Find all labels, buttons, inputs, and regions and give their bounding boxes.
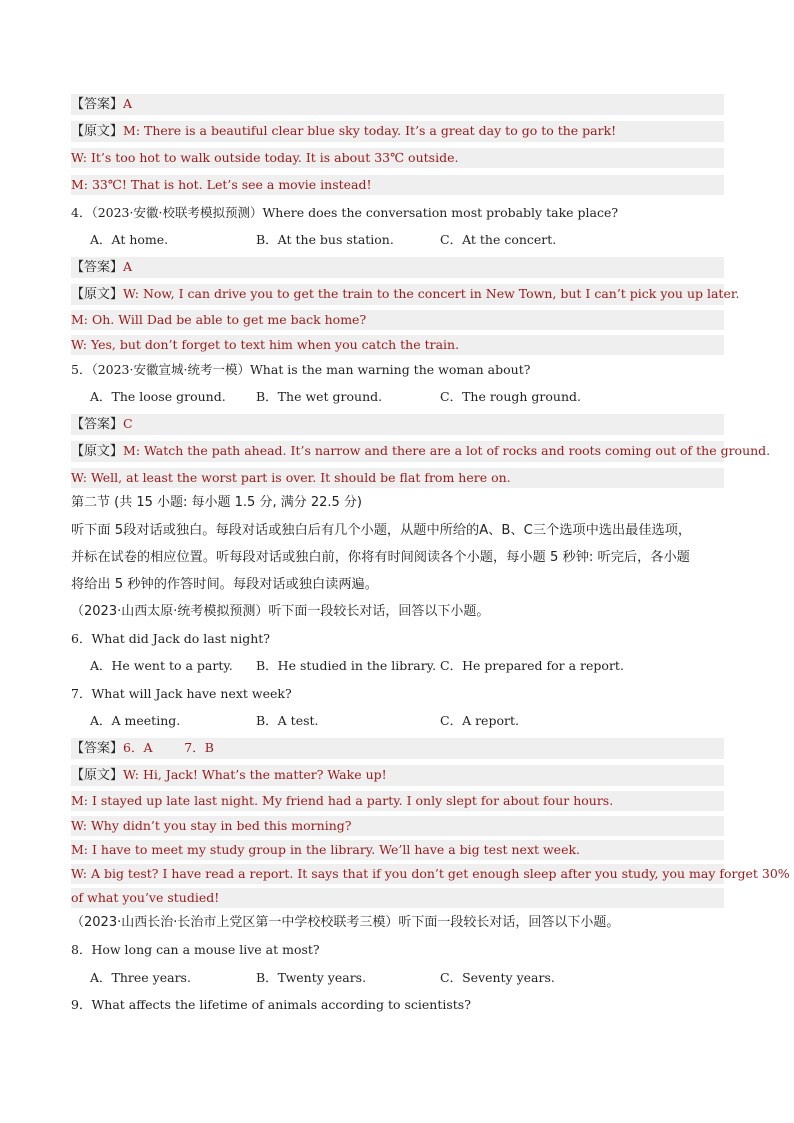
option-c: C．At the concert. bbox=[440, 232, 557, 247]
options-7 bbox=[90, 711, 720, 731]
option-b: B．A test. bbox=[256, 713, 319, 728]
options-8 bbox=[90, 968, 720, 988]
transcript-text: M: Watch the path ahead. It’s narrow and there are a lot of rocks and roots coming out of the ground. bbox=[123, 443, 771, 458]
answer-value: A bbox=[123, 96, 133, 111]
answer-value: 6．A 7．B bbox=[123, 740, 214, 755]
options-5 bbox=[90, 387, 720, 407]
transcript-line: W: A big test? I have read a report. It says that if you don’t get enough sleep after you study, you may forget 30% bbox=[71, 864, 724, 884]
original-tag: 【原文】 bbox=[71, 124, 124, 139]
question-9: 9．What affects the lifetime of animals according to scientists? bbox=[71, 997, 471, 1012]
transcript-line: M: I stayed up late last night. My friend had a party. I only slept for about four hours. bbox=[71, 791, 724, 811]
answer-line bbox=[71, 414, 724, 435]
question-4: 4．（2023·安徽·校联考模拟预测）Where does the conversation most probably take place? bbox=[71, 205, 619, 220]
option-c: C．A report. bbox=[440, 713, 519, 728]
option-a: A．At home. bbox=[90, 232, 169, 247]
transcript-line: of what you’ve studied! bbox=[71, 888, 724, 908]
option-b: B．The wet ground. bbox=[256, 389, 383, 404]
options-6 bbox=[90, 656, 720, 676]
answer-tag: 【答案】 bbox=[71, 260, 124, 275]
transcript-line: M: I have to meet my study group in the library. We’ll have a big test next week. bbox=[71, 840, 724, 860]
transcript-text: M: There is a beautiful clear blue sky today. It’s a great day to go to the park! bbox=[123, 123, 617, 138]
original-tag: 【原文】 bbox=[71, 444, 124, 459]
original-tag: 【原文】 bbox=[71, 287, 124, 302]
transcript-line: W: Yes, but don’t forget to text him when you catch the train. bbox=[71, 335, 724, 355]
option-b: B．At the bus station. bbox=[256, 232, 394, 247]
transcript-line: W: Well, at least the worst part is over. It should be flat from here on. bbox=[71, 468, 724, 488]
option-a: A．He went to a party. bbox=[90, 658, 233, 673]
transcript-line: M: Oh. Will Dad be able to get me back home? bbox=[71, 310, 724, 330]
answer-line bbox=[71, 94, 724, 115]
answer-value: A bbox=[123, 259, 133, 274]
original-tag: 【原文】 bbox=[71, 768, 124, 783]
options-4 bbox=[90, 230, 720, 250]
option-a: A．A meeting. bbox=[90, 713, 181, 728]
question-5: 5．（2023·安徽宣城·统考一模）What is the man warning the woman about? bbox=[71, 362, 531, 377]
section-heading: 第二节 (共 15 小题: 每小题 1.5 分, 满分 22.5 分) bbox=[71, 495, 363, 510]
option-a: A．The loose ground. bbox=[90, 389, 226, 404]
option-b: B．He studied in the library. bbox=[256, 658, 437, 673]
option-c: C．Seventy years. bbox=[440, 970, 555, 985]
transcript-line bbox=[71, 121, 724, 142]
instruction-line: 听下面 5段对话或独白。每段对话或独白后有几个小题，从题中所给的A、B、C三个选项中选出最佳选项， bbox=[71, 523, 692, 538]
transcript-line: W: It’s too hot to walk outside today. It is about 33℃ outside. bbox=[71, 148, 724, 168]
transcript-line: M: 33℃! That is hot. Let’s see a movie instead! bbox=[71, 175, 724, 195]
answer-line bbox=[71, 257, 724, 278]
transcript-text: W: Now, I can drive you to get the train to the concert in New Town, but I can’t pick you up later. bbox=[123, 286, 740, 301]
question-8: 8．How long can a mouse live at most? bbox=[71, 942, 320, 957]
answer-line bbox=[71, 738, 724, 759]
answer-tag: 【答案】 bbox=[71, 417, 124, 432]
transcript-line: W: Why didn’t you stay in bed this morning? bbox=[71, 816, 724, 836]
option-c: C．He prepared for a report. bbox=[440, 658, 624, 673]
answer-value: C bbox=[123, 416, 133, 431]
group-intro: （2023·山西太原·统考模拟预测）听下面一段较长对话，回答以下小题。 bbox=[71, 604, 490, 619]
transcript-text: W: Hi, Jack! What’s the matter? Wake up! bbox=[123, 767, 387, 782]
transcript-line bbox=[71, 441, 771, 462]
instruction-line: 并标在试卷的相应位置。听每段对话或独白前，你将有时间阅读各个小题，每小题 5 秒钟: 听完后，各小题 bbox=[71, 550, 690, 565]
section-instructions bbox=[71, 517, 724, 598]
option-b: B．Twenty years. bbox=[256, 970, 367, 985]
transcript-line bbox=[71, 765, 724, 786]
option-c: C．The rough ground. bbox=[440, 389, 581, 404]
instruction-line: 将给出 5 秒钟的作答时间。每段对话或独白读两遍。 bbox=[71, 577, 378, 592]
transcript-line bbox=[71, 284, 740, 305]
question-6: 6．What did Jack do last night? bbox=[71, 631, 270, 646]
group-intro: （2023·山西长治·长治市上党区第一中学校校联考三模）听下面一段较长对话，回答以下小题。 bbox=[71, 915, 620, 930]
answer-tag: 【答案】 bbox=[71, 741, 124, 756]
answer-tag: 【答案】 bbox=[71, 97, 124, 112]
option-a: A．Three years. bbox=[90, 970, 191, 985]
question-7: 7．What will Jack have next week? bbox=[71, 686, 292, 701]
